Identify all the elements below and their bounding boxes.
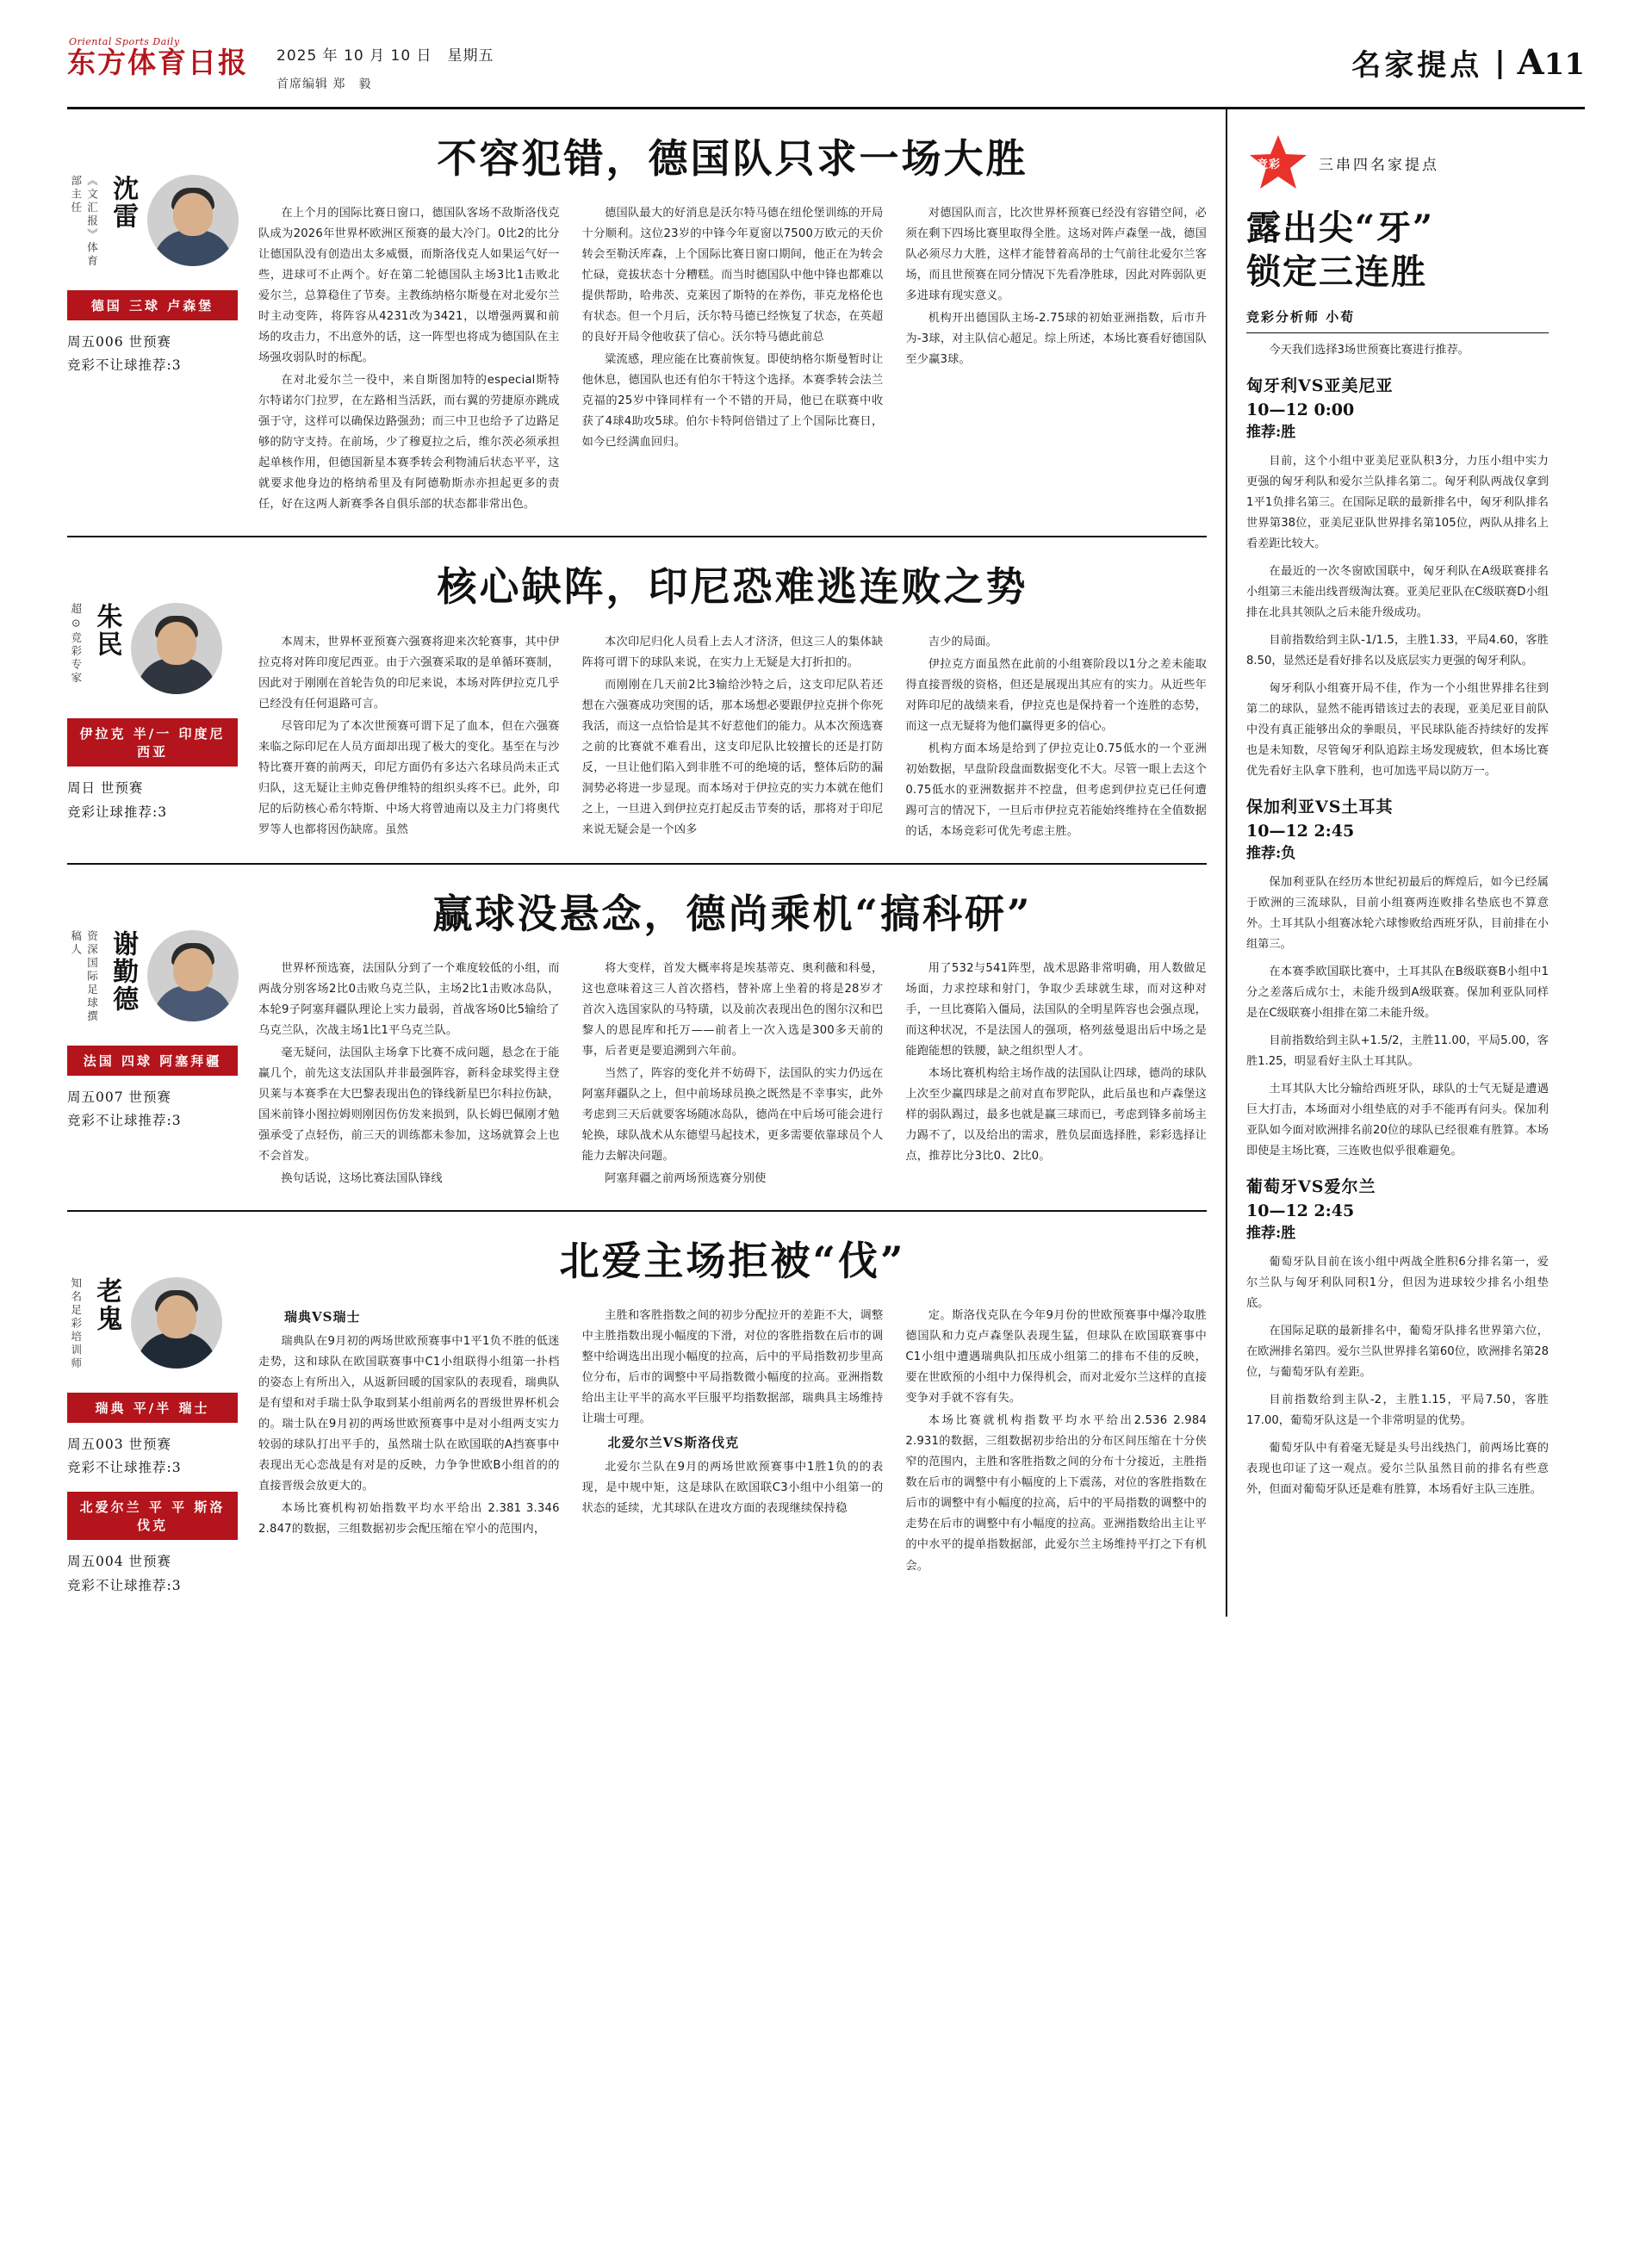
author-role: 超⊙竞彩专家 [69,603,83,686]
paragraph: 瑞典队在9月初的两场世欧预赛事中1平1负不胜的低迷走势，这和球队在欧国联赛事中C1小组联得小组第一扑档的姿态上有所出入，从返新回暖的国家队的表现看，瑞典队是有望和对手瑞士队争取到某小组前两名的晋级世界杯机会的。瑞士队在9月初的两场世欧预赛事中是对小组两支实力较弱的球队打出平手的，虽然瑞士队在欧国联的A挡赛事中表现出无心恋战是有对是的反映，力争争世欧B小组首的的直接晋级会放更大的。 [258,1334,560,1493]
paragraph: 世界杯预选赛，法国队分到了一个难度较低的小组，而两战分别客场2比0击败乌克兰队，主场2比1击败冰岛队，本轮9子阿塞拜疆队理论上实力最弱，首战客场0比5输给了乌克兰队，次战主场1比1平乌克兰队。 [258,961,560,1037]
tip-line-1: 周五003 世预赛 [67,1437,172,1453]
author-avatar [131,603,222,694]
subheading: 瑞典VS瑞士 [284,1309,361,1325]
paragraph: 目前指数给到主队-1/1.5，主胜1.33，平局4.60，客胜8.50，显然还是看好排名以及底层实力更强的匈牙利队。 [1246,634,1549,668]
article-1-columns [258,203,1207,517]
tip-lines [67,331,238,377]
article-3-col-1 [258,959,560,1191]
match-name: 匈牙利VS亚美尼亚 [1246,376,1394,396]
paragraph: 在上个月的国际比赛日窗口，德国队客场不敌斯洛伐克队成为2026年世界杯欧洲区预赛的最大冷门。0比2的比分让德国队没有创造出太多威慑，而斯洛伐克人如果运气好一些，进球可不止两个。好在第二轮德国队主场3比1击败北爱尔兰，总算稳住了节奏。主教练纳格尔斯曼在对北爱尔兰时主动变阵，将阵容从4231改为3421，以增强两翼和前场的攻击力，不出意外的话，这一阵型也将成为德国队在主场强攻弱队时的标配。 [258,207,560,365]
paragraph: 本场比赛就机构指数平均水平给出2.536 2.984 2.931的数据，三组数据初步给出的分布区间压缩在十分侠窄的范围内，主胜和客胜指数之间的分布十分接近，主胜指数在后市的调整中有小幅度的上下震荡，对位的客胜指数在后市的调整中有小幅度的拉高，后中的平局指数的调整中的走势在后市的调整中有小幅度的拉高。亚洲指数给出主让平的中水平的提单指数据部，此爱尔兰主场维持平打之下有机会。 [905,1414,1208,1573]
author-header [67,930,246,1034]
article-3-author-box [67,887,246,1191]
match-tag: 德国 三球 卢森堡 [67,290,238,320]
article-4-headline: 北爱主场拒被“伐” [559,1238,906,1285]
match-tag: 伊拉克 半/一 印度尼西亚 [67,718,238,767]
tip-line-3: 周五004 世预赛 [67,1554,172,1570]
tip-line-4: 竞彩不让球推荐:3 [67,1577,182,1593]
paragraph: 保加利亚队在经历本世纪初最后的辉煌后，如今已经属于欧洲的三流球队，目前小组赛两连败排名垫底也不算意外。土耳其队小组赛冰轮六球惨败给西班牙队，目前排在小组第三。 [1246,875,1549,951]
paragraph: 德国队最大的好消息是沃尔特马德在纽伦堡训练的开局十分顺利。这位23岁的中锋今年夏窗以7500万欧元的天价转会至勒沃库森，上个国际比赛日窗口期间，他正在为转会忙碌，竟拔状态十分糟糕。而当时德国队中他中锋也都难以提供帮助，哈弗茨、克莱因了斯特的在养伤，菲克龙格伦也有状态。但一个月后，沃尔特马德已经恢复了状态，在英超的良好开局令他收获了信心。沃尔特马德此前总 [581,207,884,345]
article-4-col-1 [258,1306,560,1578]
article-2-author-box [67,560,246,843]
paragraph: 粱流感，理应能在比赛前恢复。即使纳格尔斯曼暂时让他休息，德国队也还有伯尔干特这个选择。本赛季转会法兰克福的25岁中锋同样有一个不错的开局，他已在联赛中收获了4球4助攻5球。伯尔卡特阿倍错过了上个国际比赛日，如今已经满血回归。 [581,353,884,450]
article-1-col-1 [258,203,560,517]
article-3-columns [258,959,1207,1191]
match-name: 葡萄牙VS爱尔兰 [1246,1177,1376,1197]
paragraph: 本次印尼归化人员看上去人才济济，但这三人的集体缺阵将可谓下的球队来说，在实力上无疑是大打折扣的。 [581,635,884,669]
paragraph: 伊拉克方面虽然在此前的小组赛阶段以1分之差未能取得直接晋级的资格，但还是展现出其应有的实力。从近些年对阵印尼的战绩来看，伊拉克也是保持着一个连胜的态势，而这一点无疑将为他们赢得更多的信心。 [905,657,1208,733]
rail-byline: 竞彩分析师 小荀 [1246,307,1549,333]
match-tag: 法国 四球 阿塞拜疆 [67,1046,238,1076]
article-1-author-box [67,132,246,517]
article-2-columns [258,632,1207,844]
rail-headline-line-1: 露出尖“牙” [1246,208,1435,248]
paragraph: 定。斯洛伐克队在今年9月份的世欧预赛事中爆冷取胜德国队和力克卢森堡队表现生猛，但球队在欧国联赛事中C1小组中遭遇瑞典队扣压成小组第二的排布不佳的反映，要在世欧预的小组中力保得机会，而对北爱尔兰这样的直接变争对手就不容有失。 [905,1309,1208,1406]
paragraph: 阿塞拜疆之前两场预选赛分别使 [605,1172,767,1186]
tip-line-1: 周五006 世预赛 [67,334,172,350]
match-time: 10—12 0:00 [1246,400,1355,419]
paragraph: 换句话说，这场比赛法国队锋线 [281,1172,443,1186]
paragraph: 机构方面本场是给到了伊拉克让0.75低水的一个亚洲初始数据，早盘阶段盘面数据变化不大。尽管一眼上去这个0.75低水的亚洲数据并不控盘，但考虑到伊拉克已任何遭踢可言的情况下，一旦后市伊拉克若能始终维持在全值数据的话，本场竞彩可优先考虑主胜。 [905,742,1208,838]
masthead-section [1351,36,1585,84]
paragraph: 在对北爱尔兰一役中，来自斯图加特的especial斯特尔特诺尔门拉罗，在左路相当活跃，而右翼的劳捷原亦跳成强于守，这样可以确保边路强劲；而三中卫也给予了边路足够的防守支持。在前场，少了穆夏拉之后，维尔茨必须承担起单核作用，但德国新星本赛季转会利物浦后状态平平，这就要求他身边的格纳希里及有阿德勒斯赤亦担起更多的责任，好在这两人新赛季各自俱乐部的状态都非常出色。 [258,374,560,512]
paragraph: 本周末，世界杯亚预赛六强赛将迎来次轮赛事，其中伊拉克将对阵印度尼西亚。由于六强赛采取的是单循环赛制，因此对于刚刚在首轮告负的印尼来说，本场对阵伊拉克几乎已经没有任何退路可言。 [258,635,560,711]
masthead [67,36,1585,109]
match-tag: 瑞典 平/半 瑞士 [67,1393,238,1423]
paragraph: 目前指数给到主队+1.5/2，主胜11.00，平局5.00，客胜1.25，明显看好主队土耳其队。 [1246,1034,1549,1068]
article-2-headline: 核心缺阵，印尼恐难逃连败之势 [437,563,1028,611]
paragraph: 目前，这个小组中亚美尼亚队积3分，力压小组中实力更强的匈牙利队和爱尔兰队排名第二。匈牙利队两战仅拿到1平1负排名第三。在国际足联的最新排名中，匈牙利队排名世界第38位，亚美尼亚队世界排名第105位，两队从排名上看差距比较大。 [1246,454,1549,551]
paragraph: 在本赛季欧国联比赛中，土耳其队在B级联赛B小组中1分之差落后成尔士，未能升级到A级联赛。保加利亚队同样是在C级联赛小组排在第二未能升级。 [1246,965,1549,1020]
subheading: 北爱尔兰VS斯洛伐克 [607,1435,740,1451]
match-time: 10—12 2:45 [1246,1201,1355,1220]
paragraph: 当然了，阵容的变化并不妨碍下，法国队的实力仍远在阿塞拜疆队之上，但中前场球员换之既然是不幸事实，此外考虑到三天后就要客场随冰岛队，德尚在中后场可能会进行轮换，球队战术从东德望马起技术，更多需要依靠球员个人能力去解决问题。 [581,1067,884,1164]
article-3-headline: 赢球没悬念，德尚乘机“搞科研” [432,890,1033,937]
article-4-author-box [67,1234,246,1598]
article-3-col-3 [905,959,1207,1191]
tip-line-2: 竞彩让球推荐:3 [67,804,168,820]
match-tag-2: 北爱尔兰 平 平 斯洛伐克 [67,1492,238,1540]
tip-lines [67,1086,238,1133]
article-2-col-1 [258,632,560,844]
author-name: 朱民 [91,603,122,659]
right-rail [1226,109,1549,1617]
rail-match-3 [1246,1176,1549,1500]
author-header [67,603,246,706]
author-name: 谢勤德 [108,929,139,1013]
article-4-col-3 [905,1306,1207,1578]
paragraph: 本场比赛机构初始指数平均水平给出 2.381 3.346 2.847的数据，三组数据初步会配压缩在窄小的范围内， [258,1501,560,1536]
author-avatar [147,930,239,1021]
author-avatar [131,1277,222,1369]
article-3-col-2 [582,959,884,1191]
article-4 [67,1212,1207,1617]
paragraph: 毫无疑问，法国队主场拿下比赛不成问题，悬念在于能赢几个，前先这支法国队并非最强阵容，新科金球奖得主登贝莱与本赛季在大巴黎表现出色的锋线新星巴尔科拉伤缺，国米前锋小图拉姆则刚因伤仿发来损到，队长姆巴佩刚才勉强承受了点轻伤，前三天的训练都未参加，这场就算会上也不会首发。 [258,1046,560,1164]
paragraph: 用了532与541阵型，战术思路非常明确，用人数做足场面，力求控球和射门，争取少丢球就生球，而对这种对手，一旦比赛陷入僵局，法国队的全明星阵容也会强点现，而这种状况，不是法国人的强项，格列兹曼退出后中场之是能跑能想的铁腰，缺之组织型人才。 [905,961,1208,1058]
author-name: 老鬼 [91,1277,122,1333]
rail-headline [1246,206,1549,294]
logo-english-name: Oriental Sports Daily [69,36,180,47]
paragraph: 匈牙利队小组赛开局不佳，作为一个小组世界排名往到第二的球队，显然不能再错该过去的表现，亚美尼亚目前队中没有真正能够出众的拳眼员，平民球队能否持续好的发挥也是未知数，尽管匈牙利队追踪主场发现疲软，但本场比赛优先看好主队拿下胜利，也可加选平局以防万一。 [1246,682,1549,779]
publication-date: 2025 年 10 月 10 日 星期五 [276,47,494,65]
article-4-col-2 [582,1306,884,1578]
paragraph: 葡萄牙队中有着毫无疑是头号出线热门，前两场比赛的表现也印证了这一观点。爱尔兰队虽然目前的排名有些意外，但面对葡萄牙队还是难有胜算，本场看好主队三连胜。 [1246,1441,1549,1496]
article-2-main [246,560,1207,843]
match-time: 10—12 2:45 [1246,821,1355,841]
tip-lines [67,777,238,823]
paragraph: 土耳其队大比分输给西班牙队，球队的士气无疑是遭遇巨大打击，本场面对小组垫底的对手不能再有问头。保加利亚队如今面对欧洲排名前20位的球队已经很难有胜算。本场即使是主场比赛，三连败也似乎很难避免。 [1246,1082,1549,1158]
masthead-meta [276,36,494,92]
paragraph: 对德国队而言，比次世界杯预赛已经没有容错空间，必须在剩下四场比赛里取得全胜。这场对阵卢森堡一战，德国队必须尽力大胜，这样才能替着高昂的士气前往北爱尔兰客场，而且世预赛在同分情况下先看净胜球，因此对阵弱队更多进球有现实意义。 [905,207,1208,303]
match-recommendation: 推荐:胜 [1246,424,1296,442]
article-2 [67,537,1207,864]
article-3 [67,865,1207,1212]
article-1-col-3 [905,203,1207,517]
article-2-col-3 [905,632,1207,844]
paragraph: 机构开出德国队主场-2.75球的初始亚洲指数，后市升为-3球，对主队信心超足。综上所述，本场比赛看好德国队至少赢3球。 [905,312,1208,367]
main-column [67,109,1226,1617]
article-1-headline: 不容犯错，德国队只求一场大胜 [437,135,1028,182]
author-name: 沈雷 [108,175,139,230]
newspaper-logo [67,36,252,78]
rail-match-1 [1246,375,1549,782]
page-body [67,109,1585,1617]
tip-lines-2 [67,1550,238,1597]
article-1 [67,109,1207,537]
tip-line-1: 周五007 世预赛 [67,1089,172,1105]
rail-kicker: 三串四名家提点 [1319,156,1439,174]
page-letter: A [1517,42,1544,83]
logo-chinese-name: 东方体育日报 [67,46,248,79]
rail-match-2 [1246,796,1549,1162]
section-title: 名家提点 [1351,48,1483,83]
paragraph: 在国际足联的最新排名中，葡萄牙队排名世界第六位，在欧洲排名第四。爱尔兰队世界排名第60位，欧洲排名第28位，与葡萄牙队有差距。 [1246,1324,1549,1379]
article-4-main [246,1234,1207,1598]
paragraph: 主胜和客胜指数之间的初步分配拉开的差距不大，调整中主胜指数出现小幅度的下滑，对位的客胜指数在后市的调整中给调选出出现小幅度的拉高，后中的平局指数初步里高位分布，后市的调整中平局指数微小幅度的拉高。亚洲指数给出主让平半的高水平巨服平均指数据部，瑞典具主场维持让瑞士可理。 [581,1309,884,1426]
star-badge-icon [1246,133,1310,192]
paragraph: 本场比赛机构给主场作战的法国队让四球，德尚的球队上次至少赢四球是之前对直布罗陀队，此后虽也和卢森堡这样的弱队踢过，最多也就是赢三球而已，考虑到锋多前场主力踢不了，以及给出的需求，胜负层面选择胜，彩彩选择让点，推荐比分3比0、2比0。 [905,1067,1208,1164]
rail-intro: 今天我们选择3场世预赛比赛进行推荐。 [1269,344,1469,357]
author-role: 资深国际足球撰稿人 [69,929,99,1024]
paragraph: 北爱尔兰队在9月的两场世欧预赛事中1胜1负的的表现，是中规中矩，这是球队在欧国联C3小组中小组第一的状态的延续，尤其球队在进攻方面的表现继续保持稳 [581,1460,884,1515]
section-separator: | [1494,45,1506,80]
rail-header [1246,133,1549,192]
article-2-col-2 [582,632,884,844]
page-number [1518,42,1585,83]
author-role: 知名足彩培训师 [69,1277,83,1371]
rail-headline-line-2: 锁定三连胜 [1246,251,1427,293]
star-badge-label: 竞彩 [1257,158,1282,171]
chief-editor: 首席编辑 郑 毅 [276,78,372,91]
article-1-main [246,132,1207,517]
tip-line-2: 竞彩不让球推荐:3 [67,1460,182,1476]
tip-lines [67,1433,238,1480]
tip-line-1: 周日 世预赛 [67,780,144,797]
article-3-main [246,887,1207,1191]
match-recommendation: 推荐:负 [1246,845,1296,863]
match-recommendation: 推荐:胜 [1246,1225,1296,1243]
paragraph: 目前指数给到主队-2，主胜1.15，平局7.50，客胜17.00，葡萄牙队这是一个非常明显的优势。 [1246,1393,1549,1427]
author-header [67,1277,246,1381]
paragraph: 葡萄牙队目前在该小组中两战全胜积6分排名第一，爱尔兰队与匈牙利队同积1分，但因为进球较少排名小组垫底。 [1246,1255,1549,1310]
paragraph: 而刚刚在几天前2比3输给沙特之后，这支印尼队若还想在六强赛成功突围的话，那本场想必要跟伊拉克拼个你死我活，而这一点恰恰是其不好惹他们的能力。从本次预选赛之前的比赛就不难看出，这支印尼队比较擅长的还是打防反，一旦让他们陷入到非胜不可的绝境的话，整体后防的漏洞势必将进一步显现。而本场对于伊拉克的实力本就在他们之上，一旦进入到伊拉克打起反击节奏的话，那将对于印尼来说无疑会是一个凶多 [581,678,884,836]
tip-line-2: 竞彩不让球推荐:3 [67,357,182,374]
author-header [67,175,246,278]
newspaper-page [0,36,1652,2241]
tip-line-2: 竞彩不让球推荐:3 [67,1112,182,1128]
article-1-col-2 [582,203,884,517]
page-digits: 11 [1543,47,1585,82]
paragraph: 在最近的一次冬窗欧国联中，匈牙利队在A级联赛排名小组第三未能出线晋级淘汰赛。亚美尼亚队在C级联赛D小组排在北具其领队之后未能升级成功。 [1246,565,1549,620]
match-name: 保加利亚VS土耳其 [1246,798,1394,817]
author-role: 《文汇报》体育部主任 [69,175,99,269]
article-4-columns [258,1306,1207,1578]
paragraph: 尽管印尼为了本次世预赛可谓下足了血本，但在六强赛来临之际印尼在人员方面却出现了极大的变化。基至在与沙特比赛开赛的前两天，印尼方面仍有多达六名球员尚未正式归队，这无疑让主帅克鲁伊维特的组织头疼不已。此外，印尼的后防核心希尔特斯、中场大将曾迪南以及主力门将奥代罗等人也都将因伤缺席。虽然 [258,719,560,836]
paragraph: 将大变样，首发大概率将是埃基蒂克、奥利薇和科曼，这也意味着这三人首次搭档，替补席上坐着的将是28岁才首次入选国家队的马特璜，以及前次表现出色的图尔汉和巴黎人的恩昆库和托万——前者上一次入选是300多天前的事，后者更是要追溯到六年前。 [581,961,884,1058]
paragraph: 吉少的局面。 [928,635,998,649]
author-avatar [147,175,239,266]
